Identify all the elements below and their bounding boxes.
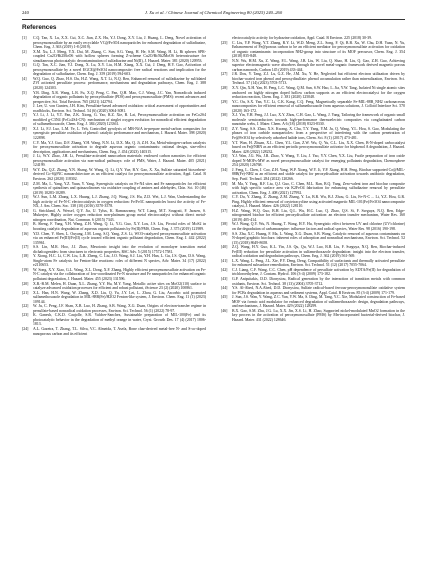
reference-entry — [22, 291, 206, 305]
reference-text: J.R. Dou, Y. Tang, Z.J. Lu, G.Z. He, J.M. Xu, Y. He, Neglected but efficient electron utilization driven by biochar-coated iron phenol and peroxydisulfate: phenol accumulation rather than mineralization, Environ. Sci. Technol. 57 (14) (2023) 5703-5713. — [232, 72, 405, 86]
reference-number: [39] — [221, 231, 228, 236]
references-left-column — [22, 36, 206, 554]
reference-number: [38] — [221, 222, 228, 227]
reference-text: Y.J. Li, J. Li, Y.T. Pan, Z.K. Xiong, G. Yao, R.Z. Xie, B. Lai, Peroxymonosulfate activation on FeCo2S4 modified g-C3N4 (FeCo2S4-CN): mechanism of singlet oxygen evolution for nonradical efficient degradation of sulfamethoxazole, Chem. Eng. J. 384 (2020) 123361. — [33, 113, 206, 127]
reference-entry — [221, 127, 405, 141]
reference-number: [9] — [22, 140, 27, 145]
reference-entry — [221, 59, 405, 73]
reference-entry — [22, 232, 206, 246]
reference-entry — [221, 295, 405, 309]
reference-number: [22] — [22, 304, 29, 309]
reference-text: G.Q. Tan, X.C. Jian, Y.J. Dong, X. Lu, X.Y. Liu, H.M. Xiang, X.X. Cui, J. Deng, H.Y. Gao, Activation of peroxymonosulfate by a novel EGCE@Fe3O4 nanocomposite: free radical reactions and implication for the degradation of sulfadiazine, Chem. Eng. J. 359 (2019) 594-603. — [33, 63, 206, 77]
reference-entry — [221, 195, 405, 209]
reference-number: [32] — [221, 140, 228, 145]
reference-number: [29] — [221, 99, 228, 104]
reference-text: W. Song, X.Y. Xiao, G.L. Wang, X.L. Dong, X.F. Zhang, Highly efficient peroxymonosulfate activation on Fe-N-C catalyst via the collaboration of low-coordinated Fe-N structure and Fe nanoparticles for enhanced organic pollutant degradation, J. Hazard. Mater. 455 (2023) 131596. — [33, 267, 206, 281]
reference-entry — [221, 168, 405, 182]
reference-entry — [221, 245, 405, 259]
reference-number: [16] — [22, 231, 29, 236]
reference-entry — [22, 195, 206, 209]
reference-number: [40] — [221, 245, 228, 250]
reference-text: X.R.-B.M. Melen, H. Duan, X.L. Zhang, Y.Y. Hu, M.Y. Yang, Metallic active sites on MoO2(110) surface to catalyze advanced oxidation processes for efficient and robust pollutant, iScience 23 (2) (2020) 100861. — [33, 281, 206, 291]
reference-entry — [221, 286, 405, 295]
reference-entry — [221, 72, 405, 86]
reference-entry — [22, 154, 206, 168]
reference-text: J. Sun, J.S. Wan, Y. Wang, Z.C. Yan, Y.W. Ma, S. Ding, M. Tang, Y.C. Xie, Modulated construction of Fe-based MOF via formic acid modulator for enhanced degradation of sulfamethoxazole: design, degradation pathways, and mechanisms, J. Hazard. Mater. 429 (2022) 128299. — [232, 295, 405, 309]
reference-number: [41] — [221, 258, 228, 263]
reference-text: Z.Q. Wang, H.Y. Guo, K.L. Yin, J.S. Qu, Qu, W.J. Luo, B.B. Liu, F. Sseguya, N.Q. Ren, Biochar-induced Fe(III) reduction for persulfate activation in sulfamethoxazole degradation: insight into the electron transfer, radical oxidation and degradation pathways, Chem. Eng. J. 362 (2019) 561-569. — [232, 245, 405, 259]
reference-entry — [221, 209, 405, 223]
reference-text: G.P. Anipsitakis, D.D. Dionysiou, Radical generation by the interaction of transition metals with common oxidants, Environ. Sci. Technol. 38 (13) (2004) 3705-3712. — [232, 276, 405, 286]
reference-number: [28] — [221, 86, 228, 91]
reference-text: C. Liu, Y.P. Wang, Y.T. Zhang, R.Y. Li, W.D. Meng, Z.L. Song, F. Qi, B.B. Xu, W. Chu, D.H. Yuan, N. Yu, Enhancement of Fe@porous carbon to be an efficient mediator for peroxymonosulfate activation for oxidation of organic contaminants: incorporation NH2-group into structure of its MOF precursor, Chem. Eng. J. 354 (2018) 835-848. — [232, 40, 405, 59]
reference-entry — [221, 232, 405, 246]
reference-text: B. Sheng, F. Yang, Y.H. Wang, Z.H. Wang, Q. Li, Y.G. Guo, X.Y. Lou, J.S. Liu, Pivotal roles of MoS2 in boosting catalytic degradation of aqueous organic pollutants by Fe(II)/PMS, Chem. Eng. J. 375 (2019) 121989. — [33, 222, 206, 231]
reference-text: Y.S. Al-Abed, N.A.Abed, D.D. Dionysiou, Sulfate radical-based ferrous-peroxymonosulfate oxidative system for PCBs degradation in aqueous and sediment systems, Appl. Catal. B Environ. 85 (3-4) (2009) 171-179. — [232, 286, 405, 295]
reference-number: [8] — [22, 126, 27, 131]
reference-entry — [221, 113, 405, 127]
reference-number: [4] — [22, 76, 27, 81]
reference-text: W. Ju, C. Peng, J.F. Shan, X.B. Luo, H. Zhang, S.B. Wang, X.G. Duan, Origins of electron-transfer regime in persulfate-based nonradical oxidation processes, Environ. Sci. Technol. 56 (1) (2022) 78-97. — [33, 304, 206, 313]
reference-text: G. Strickland, A. Wessel, Q.Y. Jia, U. Tylus, K. Ramaswamy, W.T. Liang, M.T. Sougrati, F. Jaouen, S. Mukerjee, Highly active oxygen reduction non-platinum group metal electrocatalyst without direct metal-nitrogen coordination, Nat. Commun. 6 (2015) 7343. — [33, 208, 206, 222]
reference-text: B.X. Gao, S.M. Zhu, J.G. Lu, X.X. Jin, X.S. Li, H. Zhao, Supported nickel-modulated MnO2 formation in the key process in the activation of peroxymonosulfate (PMS) by Mn-incorporated bacterial-derived biochar, J. Hazard. Mater. 431 (2022) 128646. — [232, 308, 405, 322]
reference-text: Z.Y. Yang, S.S. Zhao, X.S. Kwang, X. Chu, T.Y. Yang, Y.M. Ju, Q. Wang, Y.L. Hou, S. Gao, Modulating the phases of iron carbide nanoparticles: from a perspective of interfering with the carbon penetration of Fe@Fe3O4 by selectively adsorbed halide ions, Chem. Sci. 8 (1) (2017) 473-481. — [232, 126, 405, 141]
reference-text: Y.D. Chen, Y. Shen, L. Ouyang, J.M. Long, S.Q. Yang, Z.S. Li, WO3-catalyzed peroxymonosulfate activation via an enhanced Fe(III)/Fe(II) cycle toward efficient organic pollutant degradation, Chem. Eng. J. 442 (2022) 135961. — [33, 231, 206, 245]
reference-text: M. Ma, Y. Yang, B.F. Liu, Q.J. Guo, C. Chen, M.L. Ran, B.Q. Yang, Zero-valent iron and biochar composite with high specific surface area via K2FeO4 fabrication for enhancing sulfadiazine removal by persulfate activation, Chem. Eng. J. 408 (2021) 127992. — [232, 181, 405, 195]
reference-number: [24] — [22, 327, 29, 331]
reference-text: C.J. Liang, C.F. Wang, C.C. Chen, pH dependence of persulfate activation by EDTA/Fe(II) for degradation of trichloroethylene, J. Contam. Hydrol. 106 (3-4) (2009) 173-182. — [232, 267, 405, 277]
reference-text: C.Y. Du, Y. Zhang, Z. Zhang, Z.M. Zhang, Y. Lu, B.R. Wu, B.J. Zhou, G. Liu, Fe-N-C ... Li, Y.Z. Hou, G.R. Ping, Highly efficient removal of oxytetracycline using activated magnetic MIL-101(Fe)/Fe3O4 nanocomposite catalyst, J. Hazard. Mater. 426 (2022) 128110. — [232, 195, 405, 209]
reference-entry — [22, 222, 206, 231]
running-head — [22, 8, 405, 18]
reference-text: J. Feng, L. Chen, J. Cao, Z.H. Yang, W.P. Xiong, W.Y. Ji, Y.P. Xiang, H.H. Peng, Biochar supported Co@MIL-88B(Fe)-NH2 as an efficient and stable catalyst for peroxydisulfate activation towards antibiotic degradation, Sep. Purif. Technol. 284 (2022) 120266. — [232, 167, 405, 181]
reference-entry — [22, 63, 206, 77]
reference-entry — [22, 50, 206, 64]
reference-entry — [22, 113, 206, 127]
reference-number: [2] — [22, 49, 27, 54]
reference-number: [37] — [221, 208, 228, 213]
reference-text: J. Li, W.Y. Zhao, J.H. Li, Persulfate-activated nanocarbon materials: endowed carbon nanosites for efficient peroxymonosulfate activation via non-radical pathways: role of PMS, Water, J. Hazard. Mater. 405 (2021) 124199. — [33, 154, 206, 168]
reference-number: [5] — [22, 90, 27, 95]
reference-text: W.J. Wang, Q.Y. Wu, N. Huang, T. Wang, H.Y. Hu, Synergistic effect between UV and chlorine (UV/chlorine) on the degradation of carbamazepine: influence factors and radical species, Water Res. 98 (2016) 190-198. — [232, 222, 405, 231]
reference-entry — [22, 77, 206, 91]
references-heading: References — [22, 24, 57, 31]
reference-entry — [22, 254, 206, 268]
reference-text: X.M. Xu, L.J. Meng, Y.X. Dai, M. Zhang, C. Sun, S.G. Yang, H. He, S.M. Wang, H. Li, Bi spheres SPR-coupled Cu2O/Bi2MoO6 with hollow spheres forming Z-scheme Cu2O/Bi/Bi2MoO6 heterostructure for simultaneous photocatalytic decontamination of sulfadiazine and Ni(II), J. Hazard. Mater. 381 (2020) 120953. — [33, 49, 206, 63]
reference-text: Y. Xiong, H.C. Li, C.W. Liu, L.R. Zheng, C. Liu, J.O. Wang, S.J. Liu, Y.H. Han, L. Gu, J.S. Qian, D.S. Wang, Single-atom Fe catalysts for Fenton-like reactions: roles of different N species, Adv. Mater. 34 (17) (2022) e2110653. — [33, 254, 206, 268]
reference-number: [17] — [22, 245, 29, 250]
reference-text: L.X. Wang, L. Peng, J.L. Xie, P.Y. Deng, Deng, Compatibility of surfactants and thermally activated persulfate for enhanced subsurface remediation, Environ. Sci. Technol. 51 (12) (2017) 7055-7064. — [232, 258, 405, 268]
reference-number: [31] — [221, 126, 228, 131]
reference-text: X.Y. Qin, X.H. Yan, H. Peng, L.C. Wang, Q.M. Sun, S.W. Hao, L. Jia, Y.W. Tang, Isolated Ni single atomic sites anchored on highly nitrogen doped hollow carbon supports as an efficient electrocatalyst for the oxygen reduction reaction, Chem. Eng. J. 381 (2020) 125048. — [232, 86, 405, 100]
header-rule — [22, 19, 405, 20]
reference-text: X.L. Han, H.N. Wang, W. Zhang, X.D. Liu, Q. Yu, J.Y. Lei, L. Zhou, G. Liu, Ascorbic acid promoted sulfamethoxazole degradation in MIL-88B(Fe)/H2O2 Fenton-like system, J. Environ. Chem. Eng. 11 (1) (2023) 109144. — [33, 290, 206, 304]
reference-text: C.Q. Tan, X. Lu, X.X. Cui, X.C. Jian, Z.X. Hu, Y.J. Dong, X.Y. Liu, J. Huang, L. Deng, Novel activation of peroxymonosulfate by an easily recyclable VC@Fe3O4 nanoparticles for enhanced degradation of sulfadiazine, Chem. Eng. J. 363 (2019) 1-8 (2019). — [33, 36, 206, 50]
page-number: 240 — [22, 10, 29, 15]
reference-text: K. Ganesh, C.K.D. Caujolle, S.R. Valcher-Sanchez, Sustainable preparation of MIL-100(Fe) and its photocatalytic behavior in the degradation of methyl orange in water, Cryst. Growth Des. 17 (4) (2017) 1806-1813. — [33, 313, 206, 327]
reference-text: Y.C. Ou, S.X. Yan, Y.C. Li, C.K. Kang, C.Q. Peng, Magnetically separable Fe-MIL-88B_NH2 carbonaceous nanocomposites for efficient removal of sulfamethoxazole from aqueous solutions, J. Colloid Interface Sci. 570 (2020) 163-172. — [232, 99, 405, 113]
reference-number: [20] — [22, 281, 29, 286]
reference-entry — [221, 154, 405, 168]
reference-number: [34] — [221, 167, 228, 172]
reference-entry — [22, 282, 206, 291]
reference-number: [11] — [22, 167, 29, 172]
reference-number: [15] — [22, 222, 29, 227]
reference-entry — [221, 268, 405, 277]
reference-number: [30] — [221, 113, 228, 118]
reference-text: electrocatalytic activity for hydrazine oxidation, Appl. Catal. B Environ. 225 (2018) 30-39. — [232, 36, 373, 40]
reference-text: X.J. Li, F.J. Luo, L.M. Ye, L. Yeh, Controlled pyrolysis of MB-Ni/A in-prepare metal-carbon composites for synergistic persulfate oxidation of phenol: catalytic performance and mechanism, J. Hazard. Mater. 398 (2020) 122898. — [33, 126, 206, 141]
reference-entry — [221, 277, 405, 286]
reference-text: S.S. Zhu, X.C. Huang, F. Ma, L. Wang, X.G. Duan, S.B. Wang, Catalytic removal of aqueous contaminants on N-doped graphitic biochars: inherent roles of adsorption and nonradical mechanisms, Environ. Sci. Technol. 52 (15) (2018) 8649-8658. — [232, 231, 405, 245]
reference-text: A.L. Gazeira, T. Zhang, T.L. Silva, V.C. Almeida, T. Asefa, Bone char-derived metal-free N- and S-co-doped nanoporous carbon and its efficient — [33, 327, 206, 336]
reference-number: [19] — [22, 267, 29, 272]
reference-number: [14] — [22, 208, 29, 213]
reference-entry — [221, 309, 405, 323]
reference-text: Z.M. Ma, L. Yang, Y.Z. Yuan, Y. Yang, Synergistic catalysis on Fe-N4 sites and Fe nanoparticles for efficient synthesis of quinolines and quinazolinones via oxidative coupling of amines and aldehydes, Chin. Sci. 10 (46) (2019) 10283-10289. — [33, 181, 206, 195]
references-right-column — [221, 36, 405, 554]
reference-number: [3] — [22, 63, 27, 68]
reference-number: [23] — [22, 313, 29, 318]
reference-entry — [22, 304, 206, 313]
reference-entry — [221, 182, 405, 196]
reference-entry — [221, 86, 405, 100]
reference-number: [13] — [22, 195, 29, 200]
reference-number: [35] — [221, 181, 228, 186]
reference-number: [6] — [22, 104, 27, 109]
journal-citation: J. Xu et al. / Chinese Journal of Chemical Engineering 80 (2025) 240–260 — [144, 10, 283, 15]
reference-entry — [22, 268, 206, 282]
reference-number: [44] — [221, 286, 228, 291]
reference-entry — [22, 104, 206, 113]
reference-entry — [221, 222, 405, 231]
reference-number: [12] — [22, 181, 29, 186]
reference-entry — [22, 168, 206, 182]
reference-text: W.Y. Du, Q.Z. Zhang, Y.N. Shang, W. Wang, Q. Li, Q.Y. Yue, B.Y. Gao, X. Xu, Sulfate saturated biosorbent-derived Co-S@NC nanoarchitecture as an efficient catalyst for peroxymonosulfate activation, Appl. Catal. B Environ. 262 (2020) 118302. — [33, 167, 206, 181]
reference-entry — [22, 313, 206, 327]
reference-entry — [221, 259, 405, 268]
reference-text: J. Lee, U. von Gunten, J.H. Kim, Persulfate-based advanced oxidation: critical assessment of opportunities and roadblocks, Environ. Sci. Technol. 54 (6) (2020) 3064-3081. — [33, 104, 206, 113]
reference-number: [25] — [221, 40, 228, 45]
reference-entry — [22, 245, 206, 254]
reference-entry — [22, 182, 206, 196]
reference-text: Y.J. Wan, J.G. Wu, J.R. Zhao, Y. Wang, Y. Liu, J. Yao, Y.Y. Chen, Y.X. Liu, Facile preparation of iron oxide doped N-MOFs-MW as novel peroxymonosulfate catalyst for emerging pollutants degradation, Chemosphere 254 (2020) 126768. — [232, 154, 405, 168]
reference-number: [36] — [221, 195, 228, 200]
reference-entry — [221, 100, 405, 114]
reference-text: H.Z. Wang, W.Q. Guo, B.H. Liu, Q.L. Wu, H.C. Luo, Q. Zhao, Q.S. Si, F. Sseguya, N.Q. Ren, Edge-nitrogenated biochar for efficient peroxydisulfate activation: an electron transfer mechanism, Water Res. 160 (2019) 405-414. — [232, 208, 405, 222]
reference-entry — [221, 41, 405, 59]
reference-number: [10] — [22, 154, 29, 159]
reference-entry — [221, 141, 405, 155]
reference-text: S.S. Lin, M.R. Hoo, J.J. Zhao, Mesoionic insight into the evolution of monolayer transition metal dichalcogenides: from structures to electronic properties, RSC Adv. 5 (2015) 17572-17581. — [33, 245, 206, 254]
reference-number: [7] — [22, 113, 27, 118]
reference-entry — [22, 127, 206, 141]
reference-number: [33] — [221, 154, 228, 159]
reference-entry — [22, 209, 206, 223]
reference-text: X.J. Yin, Y.H. Peng, J.J. Luo, X.Y. Zhou, C.H. Gao, L. Wang, J. Yang, Tailoring the framework of organic small molecule semiconductors towards high-performance thermoelectric composites via conglutinated carbon nanotube webs, J. Mater. Chem. A 6 (18) (2018) 8323-8330. — [232, 113, 405, 127]
reference-entry — [22, 91, 206, 105]
reference-entry — [22, 327, 206, 336]
reference-text: C.Y. Ma, Y.J. Guo, D.F. Zhang, Y.H. Wang, N.N. Li, D.X. Ma, Q. Ji, Z.H. Xu, Metal-nitrogen-carbon catalysts for peroxymonosulfate activation to degrade aqueous organic contaminants: rational design, size-effect description, applications and mechanisms, Chem. Eng. J. 454 (2023) 140315. — [33, 140, 206, 154]
reference-number: [27] — [221, 72, 228, 77]
reference-number: [18] — [22, 254, 29, 259]
reference-number: [43] — [221, 276, 228, 281]
reference-number: [45] — [221, 295, 228, 300]
reference-number: [26] — [221, 58, 228, 63]
reference-entry — [22, 36, 206, 50]
reference-number: [21] — [22, 290, 29, 295]
reference-text: W.Q. Guo, Q. Zhao, H.S. Du, H.Z. Wang, X.T. Li, N.Q. Ren, Enhanced removal of sulfadiazine by sulfidated ZVI activated persulfate process: performance, mechanisms and degradation pathways, Chem. Eng. J. 388 (2020) 124303. — [33, 76, 206, 91]
reference-number: [1] — [22, 36, 27, 40]
reference-text: W.J. Sun, L.M. Zhang, L.X. Huang, L.J. Zhang, J.Q. Wang, J.S. Hu, Z.D. Wei, L.J. Wan, Understanding the high activity of Fe-N-C electrocatalysts in oxygen reduction: Fe/Fe3C nanoparticles boost the activity of Fe-NX, J. Am. Chem. Soc. 138 (10) (2016) 3570-3578. — [33, 195, 206, 209]
reference-number: [46] — [221, 308, 228, 313]
reference-text: Y.T. Wan, H. Zhuan, X.L. Chen, Y.L. Gan, Z.W. Wu, Q. Yu, C.L. Liu, X.X. Chen, B-N-doped carbocatalyst based on Fe@NBN as an efficient periodic peroxymonosulfate activator for bisphenol A degradation, J. Hazard. Mater. 428 (2022) 128232. — [232, 140, 405, 154]
reference-entry — [22, 141, 206, 155]
reference-text: N.N. Wu, H.M. Xu, Z. Wang, F.L. Wang, J.B. Liu, W. Liu, Q. Shao, H. Liu, Q. Gao, Z.H. Guo, Achieving superior electromagnetic wave absorbers through the novel metal-organic framework derived magnetic porous carbon nanorods, Carbon 145 (2019) 433-444. — [232, 58, 405, 72]
reference-text: Y.B. Ding, X.R. Wang, L.B. Fu, X.Q. Peng, C. Pan, Q.H. Mao, C.J. Wang, J.C. Yan, Nonradicals induced degradation of organic pollutants by peroxydisulfate (PDS) and peroxymonosulfate (PMS): recent advances and perspective, Sci. Total Environ. 765 (2021) 142794. — [33, 90, 206, 104]
reference-number: [42] — [221, 267, 228, 272]
